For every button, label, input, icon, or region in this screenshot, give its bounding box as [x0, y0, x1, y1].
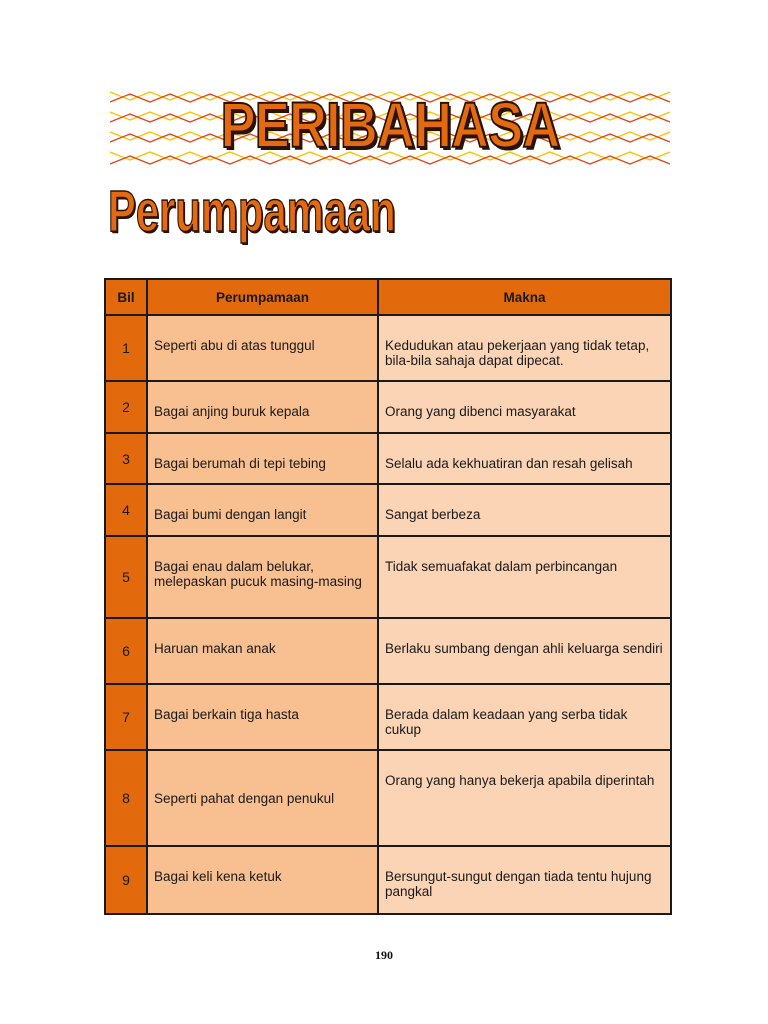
- perumpamaan-cell: Haruan makan anak: [147, 618, 378, 684]
- makna-cell: Tidak semuafakat dalam perbincangan: [378, 536, 671, 618]
- perumpamaan-cell: Bagai berkain tiga hasta: [147, 684, 378, 750]
- makna-cell: Berada dalam keadaan yang serba tidak cukup: [378, 684, 671, 750]
- table-row: [105, 381, 671, 433]
- perumpamaan-cell: Seperti abu di atas tunggul: [147, 315, 378, 381]
- makna-cell: Orang yang dibenci masyarakat: [378, 381, 671, 433]
- table-row: [105, 433, 671, 484]
- row-number: 9: [105, 846, 147, 914]
- perumpamaan-cell: Bagai enau dalam belukar, melepaskan pucuk masing-masing: [147, 536, 378, 618]
- table-row: [105, 484, 671, 536]
- row-number: 8: [105, 750, 147, 846]
- table-row: [105, 618, 671, 684]
- table-row: [105, 684, 671, 750]
- table-row: [105, 315, 671, 381]
- makna-cell: Kedudukan atau pekerjaan yang tidak tetap, bila-bila sahaja dapat dipecat.: [378, 315, 671, 381]
- perumpamaan-cell: Bagai berumah di tepi tebing: [147, 433, 378, 484]
- perumpamaan-cell: Seperti pahat dengan penukul: [147, 750, 378, 846]
- peribahasa-table: [104, 278, 672, 915]
- row-number: 3: [105, 433, 147, 484]
- makna-cell: Orang yang hanya bekerja apabila diperintah: [378, 750, 671, 846]
- makna-cell: Berlaku sumbang dengan ahli keluarga sendiri: [378, 618, 671, 684]
- table-row: [105, 536, 671, 618]
- row-number: 7: [105, 684, 147, 750]
- perumpamaan-cell: Bagai bumi dengan langit: [147, 484, 378, 536]
- page-number: 190: [375, 948, 393, 962]
- row-number: 1: [105, 315, 147, 381]
- table-header-row: [105, 279, 671, 315]
- column-header-makna: Makna: [378, 279, 671, 315]
- row-number: 5: [105, 536, 147, 618]
- row-number: 2: [105, 381, 147, 433]
- column-header-perumpamaan: Perumpamaan: [147, 279, 378, 315]
- row-number: 6: [105, 618, 147, 684]
- table-row: [105, 846, 671, 914]
- column-header-bil: Bil: [105, 279, 147, 315]
- section-subtitle: Perumpamaan: [108, 179, 396, 244]
- table-row: [105, 750, 671, 846]
- title-banner: [110, 86, 670, 170]
- perumpamaan-cell: Bagai anjing buruk kepala: [147, 381, 378, 433]
- perumpamaan-cell: Bagai keli kena ketuk: [147, 846, 378, 914]
- makna-cell: Selalu ada kekhuatiran dan resah gelisah: [378, 433, 671, 484]
- page-title: PERIBAHASA: [220, 89, 560, 161]
- makna-cell: Sangat berbeza: [378, 484, 671, 536]
- row-number: 4: [105, 484, 147, 536]
- makna-cell: Bersungut-sungut dengan tiada tentu hujung pangkal: [378, 846, 671, 914]
